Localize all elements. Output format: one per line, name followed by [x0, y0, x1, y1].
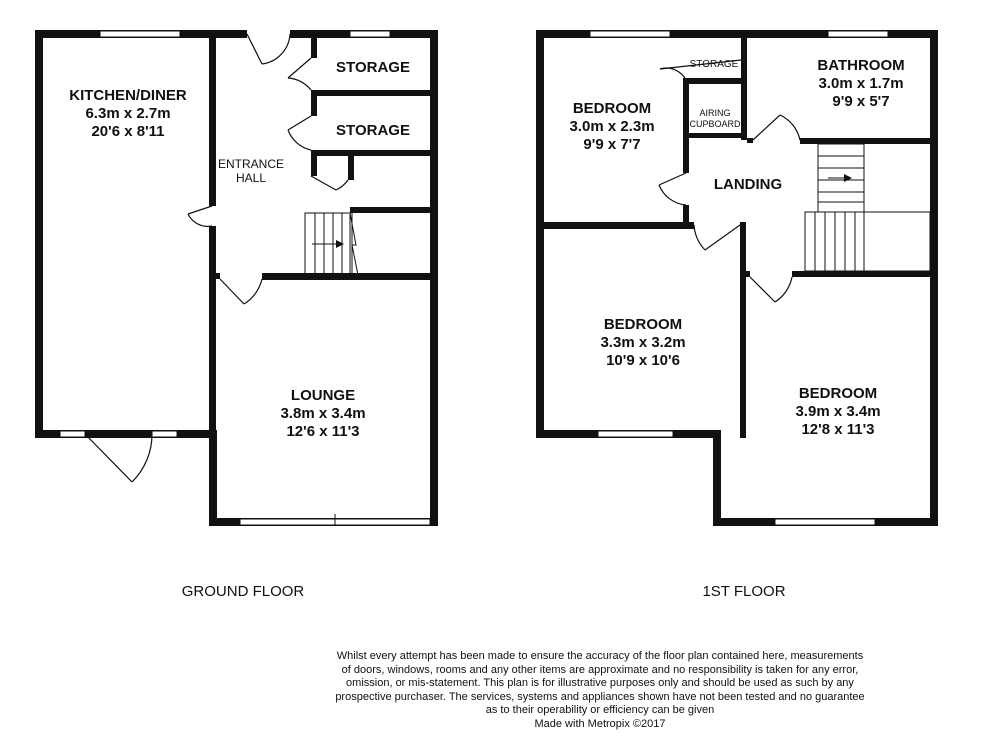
ground-floor-plan — [35, 30, 438, 600]
door — [311, 176, 348, 190]
wall — [348, 156, 354, 180]
bedroom-3-imperial: 12'8 x 11'3 — [801, 421, 875, 438]
window — [100, 31, 180, 37]
wall — [35, 30, 43, 438]
door — [659, 173, 686, 205]
wall — [311, 156, 317, 176]
window — [335, 519, 430, 525]
bedroom-1-name: BEDROOM — [572, 100, 652, 117]
wall — [713, 430, 721, 526]
bedroom-2-imperial: 10'9 x 10'6 — [606, 352, 680, 369]
door — [288, 116, 311, 150]
window — [152, 431, 177, 437]
lounge-metric: 3.8m x 3.4m — [280, 405, 366, 422]
landing-name: LANDING — [713, 176, 783, 193]
first-floor-title: 1ST FLOOR — [702, 583, 786, 600]
wall — [689, 78, 741, 84]
door — [753, 115, 800, 140]
bedroom-3-metric: 3.9m x 3.4m — [795, 403, 881, 420]
bathroom-metric: 3.0m x 1.7m — [818, 75, 904, 92]
window — [350, 31, 390, 37]
window — [598, 431, 673, 437]
door — [247, 34, 290, 64]
first-floor-plan — [536, 30, 938, 600]
wall — [209, 30, 216, 206]
door — [85, 434, 152, 482]
disclaimer-line: as to their operability or efficiency can be given — [485, 704, 715, 716]
door — [188, 206, 212, 226]
bathroom-name: BATHROOM — [817, 57, 905, 74]
storage-2-name: STORAGE — [336, 122, 410, 139]
bedroom-2-metric: 3.3m x 3.2m — [600, 334, 686, 351]
window — [590, 31, 670, 37]
bedroom-1-metric: 3.0m x 2.3m — [569, 118, 655, 135]
airing-cupboard-line2: CUPBOARD — [689, 119, 741, 129]
lounge-imperial: 12'6 x 11'3 — [286, 423, 360, 440]
window — [775, 519, 875, 525]
wall — [350, 207, 434, 213]
wall — [311, 96, 317, 116]
disclaimer-line: omission, or mis-statement. This plan is for illustrative purposes only and should be used as such by any — [346, 677, 854, 689]
door — [694, 225, 740, 250]
ground-floor-title: GROUND FLOOR — [181, 583, 305, 600]
wall — [800, 138, 930, 144]
wall — [311, 150, 434, 156]
disclaimer-line: prospective purchaser. The services, systems and appliances shown have not been tested and no guarantee — [335, 690, 865, 703]
entrance-hall-label-line1: ENTRANCE — [217, 157, 285, 171]
wall — [741, 38, 747, 140]
disclaimer-line: Whilst every attempt has been made to ensure the accuracy of the floor plan contained here, measurements — [336, 650, 864, 662]
wall — [683, 78, 689, 173]
wall — [311, 90, 434, 96]
door — [220, 279, 262, 304]
kitchen-diner-metric: 6.3m x 2.7m — [85, 105, 171, 122]
wall — [747, 138, 753, 143]
bathroom-imperial: 9'9 x 5'7 — [832, 93, 890, 110]
disclaimer-line: of doors, windows, rooms and any other items are approximate and no responsibility is taken for any error, — [341, 663, 859, 676]
disclaimer — [300, 650, 900, 731]
airing-cupboard-line1: AIRING — [699, 108, 731, 118]
bedroom-2-name: BEDROOM — [603, 316, 683, 333]
kitchen-diner-imperial: 20'6 x 8'11 — [91, 123, 165, 140]
staircase — [805, 144, 930, 271]
wall — [746, 271, 750, 277]
wall — [544, 222, 694, 229]
lounge-name: LOUNGE — [290, 387, 356, 404]
wall — [740, 222, 746, 438]
wall — [792, 271, 930, 277]
window — [60, 431, 85, 437]
wall — [536, 30, 544, 438]
wall — [209, 226, 216, 436]
wall — [209, 430, 217, 526]
bedroom-1-imperial: 9'9 x 7'7 — [583, 136, 641, 153]
wall — [689, 133, 741, 138]
window — [828, 31, 888, 37]
door — [750, 277, 792, 302]
door — [288, 58, 311, 90]
credit: Made with Metropix ©2017 — [534, 717, 666, 730]
wall — [930, 30, 938, 526]
wall — [262, 273, 434, 280]
window — [240, 519, 335, 525]
bedroom-3-name: BEDROOM — [798, 385, 878, 402]
storage-label: STORAGE — [689, 59, 739, 70]
wall — [216, 273, 220, 279]
storage-1-name: STORAGE — [336, 59, 410, 76]
wall — [311, 38, 317, 58]
staircase — [305, 213, 358, 275]
wall — [683, 205, 689, 225]
entrance-hall-label-line2: HALL — [235, 171, 267, 185]
kitchen-diner-name: KITCHEN/DINER — [69, 87, 187, 104]
